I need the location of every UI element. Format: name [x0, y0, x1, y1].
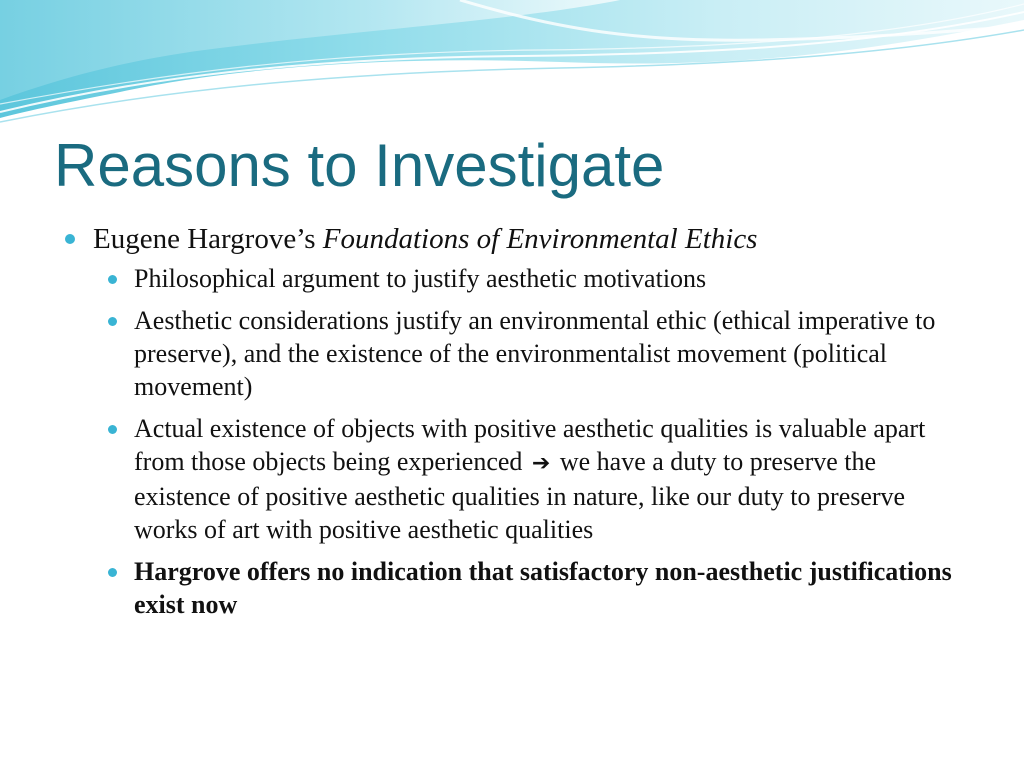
sub-bullet-4 [100, 555, 966, 621]
slide-body [56, 220, 966, 630]
sub-bullet-2 [100, 304, 966, 403]
bullet-dot-icon [108, 568, 117, 577]
sub-bullet-text: Philosophical argument to justify aesthetic motivations [134, 264, 707, 293]
book-title: Foundations of Environmental Ethics [322, 223, 758, 255]
bullet-dot-icon [108, 275, 117, 284]
decorative-wave-header [0, 0, 1024, 130]
slide-title: Reasons to Investigate [54, 132, 665, 199]
sub-bullet-text-before-arrow: Actual existence of objects with positive aesthetic qualities is valuable apart from those objects being experienced [134, 414, 926, 476]
bullet-text-plain: Eugene Hargrove’s [93, 223, 323, 255]
sub-bullet-3 [100, 412, 966, 546]
sub-bullet-text: Aesthetic considerations justify an environmental ethic (ethical imperative to preserve), and the existence of the environmentalist movement (political movement) [134, 306, 936, 401]
sub-bullet-text-after-arrow: we have a duty to preserve the existence of positive aesthetic qualities in nature, like our duty to preserve works of art with positive aesthetic qualities [134, 447, 906, 544]
bullet-level-1 [56, 220, 966, 258]
sub-bullet-text-bold: Hargrove offers no indication that satisfactory non-aesthetic justifications exist now [134, 557, 952, 619]
sub-bullet-1 [100, 262, 966, 295]
right-arrow-icon: ➔ [531, 451, 551, 476]
bullet-dot-icon [108, 317, 117, 326]
bullet-dot-icon [65, 234, 75, 244]
bullet-dot-icon [108, 425, 117, 434]
